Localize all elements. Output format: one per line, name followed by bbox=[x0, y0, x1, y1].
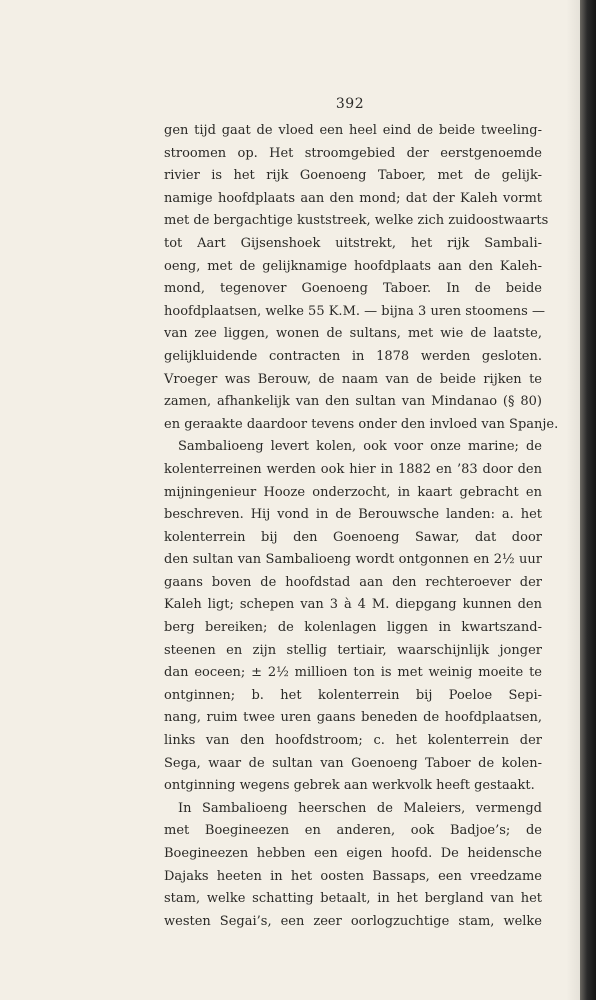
text-line: nang, ruim twee uren gaans beneden de hoofdplaatsen, bbox=[164, 710, 542, 726]
text-line: Sambalioeng levert kolen, ook voor onze marine; de bbox=[178, 439, 542, 455]
text-line: oeng, met de gelijknamige hoofdplaats aan den Kaleh- bbox=[164, 258, 542, 274]
text-line: gaans boven de hoofdstad aan den rechteroever der bbox=[164, 574, 542, 590]
text-line: In Sambalioeng heerschen de Maleiers, vermengd bbox=[178, 800, 542, 816]
text-line: Sega, waar de sultan van Goenoeng Taboer de kolen- bbox=[164, 755, 542, 771]
text-line: mijningenieur Hooze onderzocht, in kaart gebracht en bbox=[164, 484, 542, 500]
text-line: Vroeger was Berouw, de naam van de beide rijken te bbox=[164, 371, 542, 387]
text-line: links van den hoofdstroom; c. het kolenterrein der bbox=[164, 733, 542, 749]
text-line: westen Segai’s, een zeer oorlogzuchtige stam, welke bbox=[164, 913, 542, 929]
page-shadow bbox=[566, 0, 580, 1000]
text-line: zamen, afhankelijk van den sultan van Mindanao (§ 80) bbox=[164, 394, 542, 410]
text-line: kolenterrein bij den Goenoeng Sawar, dat door bbox=[164, 529, 542, 545]
text-line: gelijkluidende contracten in 1878 werden gesloten. bbox=[164, 348, 542, 364]
body-text bbox=[164, 120, 559, 933]
text-line: en geraakte daardoor tevens onder den invloed van Spanje. bbox=[164, 416, 559, 432]
text-line: met Boegineezen en anderen, ook Badjoe’s; de bbox=[164, 823, 542, 839]
text-line: tot Aart Gijsenshoek uitstrekt, het rijk Sambali- bbox=[164, 235, 542, 251]
book-edge bbox=[580, 0, 596, 1000]
text-line: Boegineezen hebben een eigen hoofd. De heidensche bbox=[164, 846, 542, 861]
text-line: namige hoofdplaats aan den mond; dat der Kaleh vormt bbox=[164, 190, 542, 206]
text-line: stroomen op. Het stroomgebied der eerstgenoemde bbox=[164, 145, 542, 161]
text-line: dan eoceen; ± 2½ millioen ton is met weinig moeite te bbox=[164, 665, 542, 681]
text-line: van zee liggen, wonen de sultans, met wie de laatste, bbox=[164, 326, 542, 342]
text-line: beschreven. Hij vond in de Berouwsche landen: a. het bbox=[164, 507, 542, 523]
text-line: stam, welke schatting betaalt, in het bergland van het bbox=[164, 891, 542, 907]
text-line: berg bereiken; de kolenlagen liggen in kwartszand- bbox=[164, 620, 542, 636]
text-line: gen tijd gaat de vloed een heel eind de beide tweeling- bbox=[164, 123, 542, 138]
text-line: kolenterreinen werden ook hier in 1882 en ’83 door den bbox=[164, 461, 542, 477]
text-line: ontginning wegens gebrek aan werkvolk heeft gestaakt. bbox=[164, 778, 535, 794]
text-line: Kaleh ligt; schepen van 3 à 4 M. diepgang kunnen den bbox=[164, 597, 542, 613]
text-line: den sultan van Sambalioeng wordt ontgonnen en 2½ uur bbox=[164, 552, 542, 568]
text-line: steenen en zijn stellig tertiair, waarschijnlijk jonger bbox=[164, 642, 542, 658]
text-line: ontginnen; b. het kolenterrein bij Poeloe Sepi- bbox=[164, 687, 542, 703]
page-number: 392 bbox=[335, 96, 365, 112]
text-line: Dajaks heeten in het oosten Bassaps, een vreedzame bbox=[164, 868, 542, 884]
text-line: hoofdplaatsen, welke 55 K.M. — bijna 3 uren stoomens — bbox=[164, 303, 545, 319]
text-line: met de bergachtige kuststreek, welke zich zuidoostwaarts bbox=[164, 213, 549, 229]
text-line: rivier is het rijk Goenoeng Taboer, met de gelijk- bbox=[164, 168, 542, 184]
text-line: mond, tegenover Goenoeng Taboer. In de beide bbox=[164, 281, 542, 297]
